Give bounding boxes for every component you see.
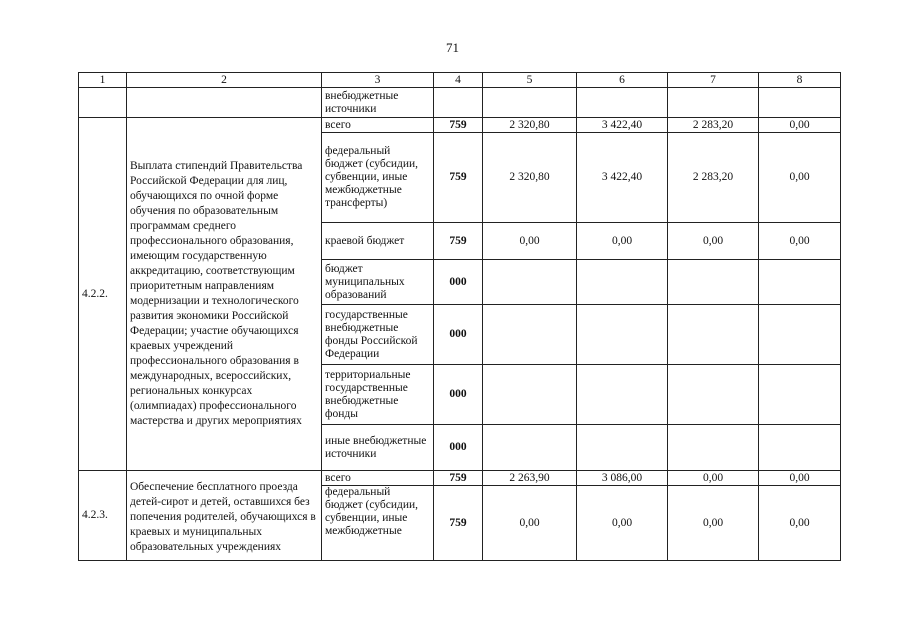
code-cell: 759 <box>434 223 483 260</box>
value-cell: 0,00 <box>668 486 759 561</box>
header-cell: 6 <box>577 73 668 88</box>
value-cell <box>668 260 759 305</box>
code-cell: 759 <box>434 118 483 133</box>
value-cell <box>759 260 841 305</box>
value-cell <box>759 305 841 365</box>
value-cell: 2 320,80 <box>483 133 577 223</box>
item-number: 4.2.3. <box>79 471 127 561</box>
value-cell <box>577 305 668 365</box>
source-cell: государственные внебюджетные фонды Российской Федерации <box>322 305 434 365</box>
code-cell: 759 <box>434 486 483 561</box>
header-cell: 3 <box>322 73 434 88</box>
source-cell: федеральный бюджет (субсидии, субвенции, иные межбюджетные <box>322 486 434 561</box>
header-cell: 4 <box>434 73 483 88</box>
value-cell: 2 263,90 <box>483 471 577 486</box>
value-cell: 0,00 <box>759 471 841 486</box>
value-cell <box>577 365 668 425</box>
value-cell <box>668 305 759 365</box>
value-cell <box>577 425 668 471</box>
table-cell <box>577 88 668 118</box>
header-cell: 1 <box>79 73 127 88</box>
source-cell: внебюджетные источники <box>322 88 434 118</box>
value-cell: 2 283,20 <box>668 133 759 223</box>
value-cell: 0,00 <box>483 223 577 260</box>
carry-row <box>79 88 841 118</box>
source-cell: всего <box>322 471 434 486</box>
value-cell: 0,00 <box>759 133 841 223</box>
value-cell: 0,00 <box>759 118 841 133</box>
value-cell: 0,00 <box>577 223 668 260</box>
value-cell: 2 283,20 <box>668 118 759 133</box>
value-cell <box>483 425 577 471</box>
value-cell: 0,00 <box>483 486 577 561</box>
value-cell <box>668 365 759 425</box>
code-cell: 000 <box>434 365 483 425</box>
budget-table <box>78 72 841 561</box>
value-cell <box>759 425 841 471</box>
code-cell: 000 <box>434 425 483 471</box>
value-cell: 0,00 <box>668 223 759 260</box>
value-cell: 0,00 <box>668 471 759 486</box>
table-cell <box>759 88 841 118</box>
code-cell: 000 <box>434 305 483 365</box>
code-cell: 000 <box>434 260 483 305</box>
source-cell: всего <box>322 118 434 133</box>
value-cell <box>759 365 841 425</box>
value-cell: 0,00 <box>759 486 841 561</box>
table-cell <box>79 88 127 118</box>
header-cell: 8 <box>759 73 841 88</box>
value-cell <box>483 305 577 365</box>
table-row <box>79 118 841 133</box>
value-cell: 3 422,40 <box>577 133 668 223</box>
table-cell <box>668 88 759 118</box>
source-cell: бюджет муниципальных образований <box>322 260 434 305</box>
source-cell: иные внебюджетные источники <box>322 425 434 471</box>
item-name: Выплата стипендий Правительства Российской Федерации для лиц, обучающихся по очной форме обучения по образовательным программам среднего профессионального образования, имеющим государственную аккредитацию, соответствующим приоритетным направлениям модернизации и технологического развития экономики Российской Федерации; участие обучающихся краевых учреждений профессионального образования в международных, всероссийских, региональных конкурсах (олимпиадах) профессионального мастерства и других мероприятиях <box>127 118 322 471</box>
table-cell <box>127 88 322 118</box>
value-cell: 3 086,00 <box>577 471 668 486</box>
value-cell: 3 422,40 <box>577 118 668 133</box>
table-cell <box>434 88 483 118</box>
source-cell: краевой бюджет <box>322 223 434 260</box>
header-cell: 2 <box>127 73 322 88</box>
header-cell: 7 <box>668 73 759 88</box>
source-cell: территориальные государственные внебюджетные фонды <box>322 365 434 425</box>
header-cell: 5 <box>483 73 577 88</box>
value-cell: 2 320,80 <box>483 118 577 133</box>
header-row <box>79 73 841 88</box>
value-cell <box>577 260 668 305</box>
table-row <box>79 471 841 486</box>
code-cell: 759 <box>434 133 483 223</box>
source-cell: федеральный бюджет (субсидии, субвенции, иные межбюджетные трансферты) <box>322 133 434 223</box>
page-number: 71 <box>446 40 459 55</box>
item-number: 4.2.2. <box>79 118 127 471</box>
table-cell <box>483 88 577 118</box>
value-cell <box>483 365 577 425</box>
code-cell: 759 <box>434 471 483 486</box>
value-cell <box>668 425 759 471</box>
value-cell <box>483 260 577 305</box>
value-cell: 0,00 <box>577 486 668 561</box>
value-cell: 0,00 <box>759 223 841 260</box>
item-name: Обеспечение бесплатного проезда детей-сирот и детей, оставшихся без попечения родителей, обучающихся в краевых и муниципальных образовательных учреждениях <box>127 471 322 561</box>
